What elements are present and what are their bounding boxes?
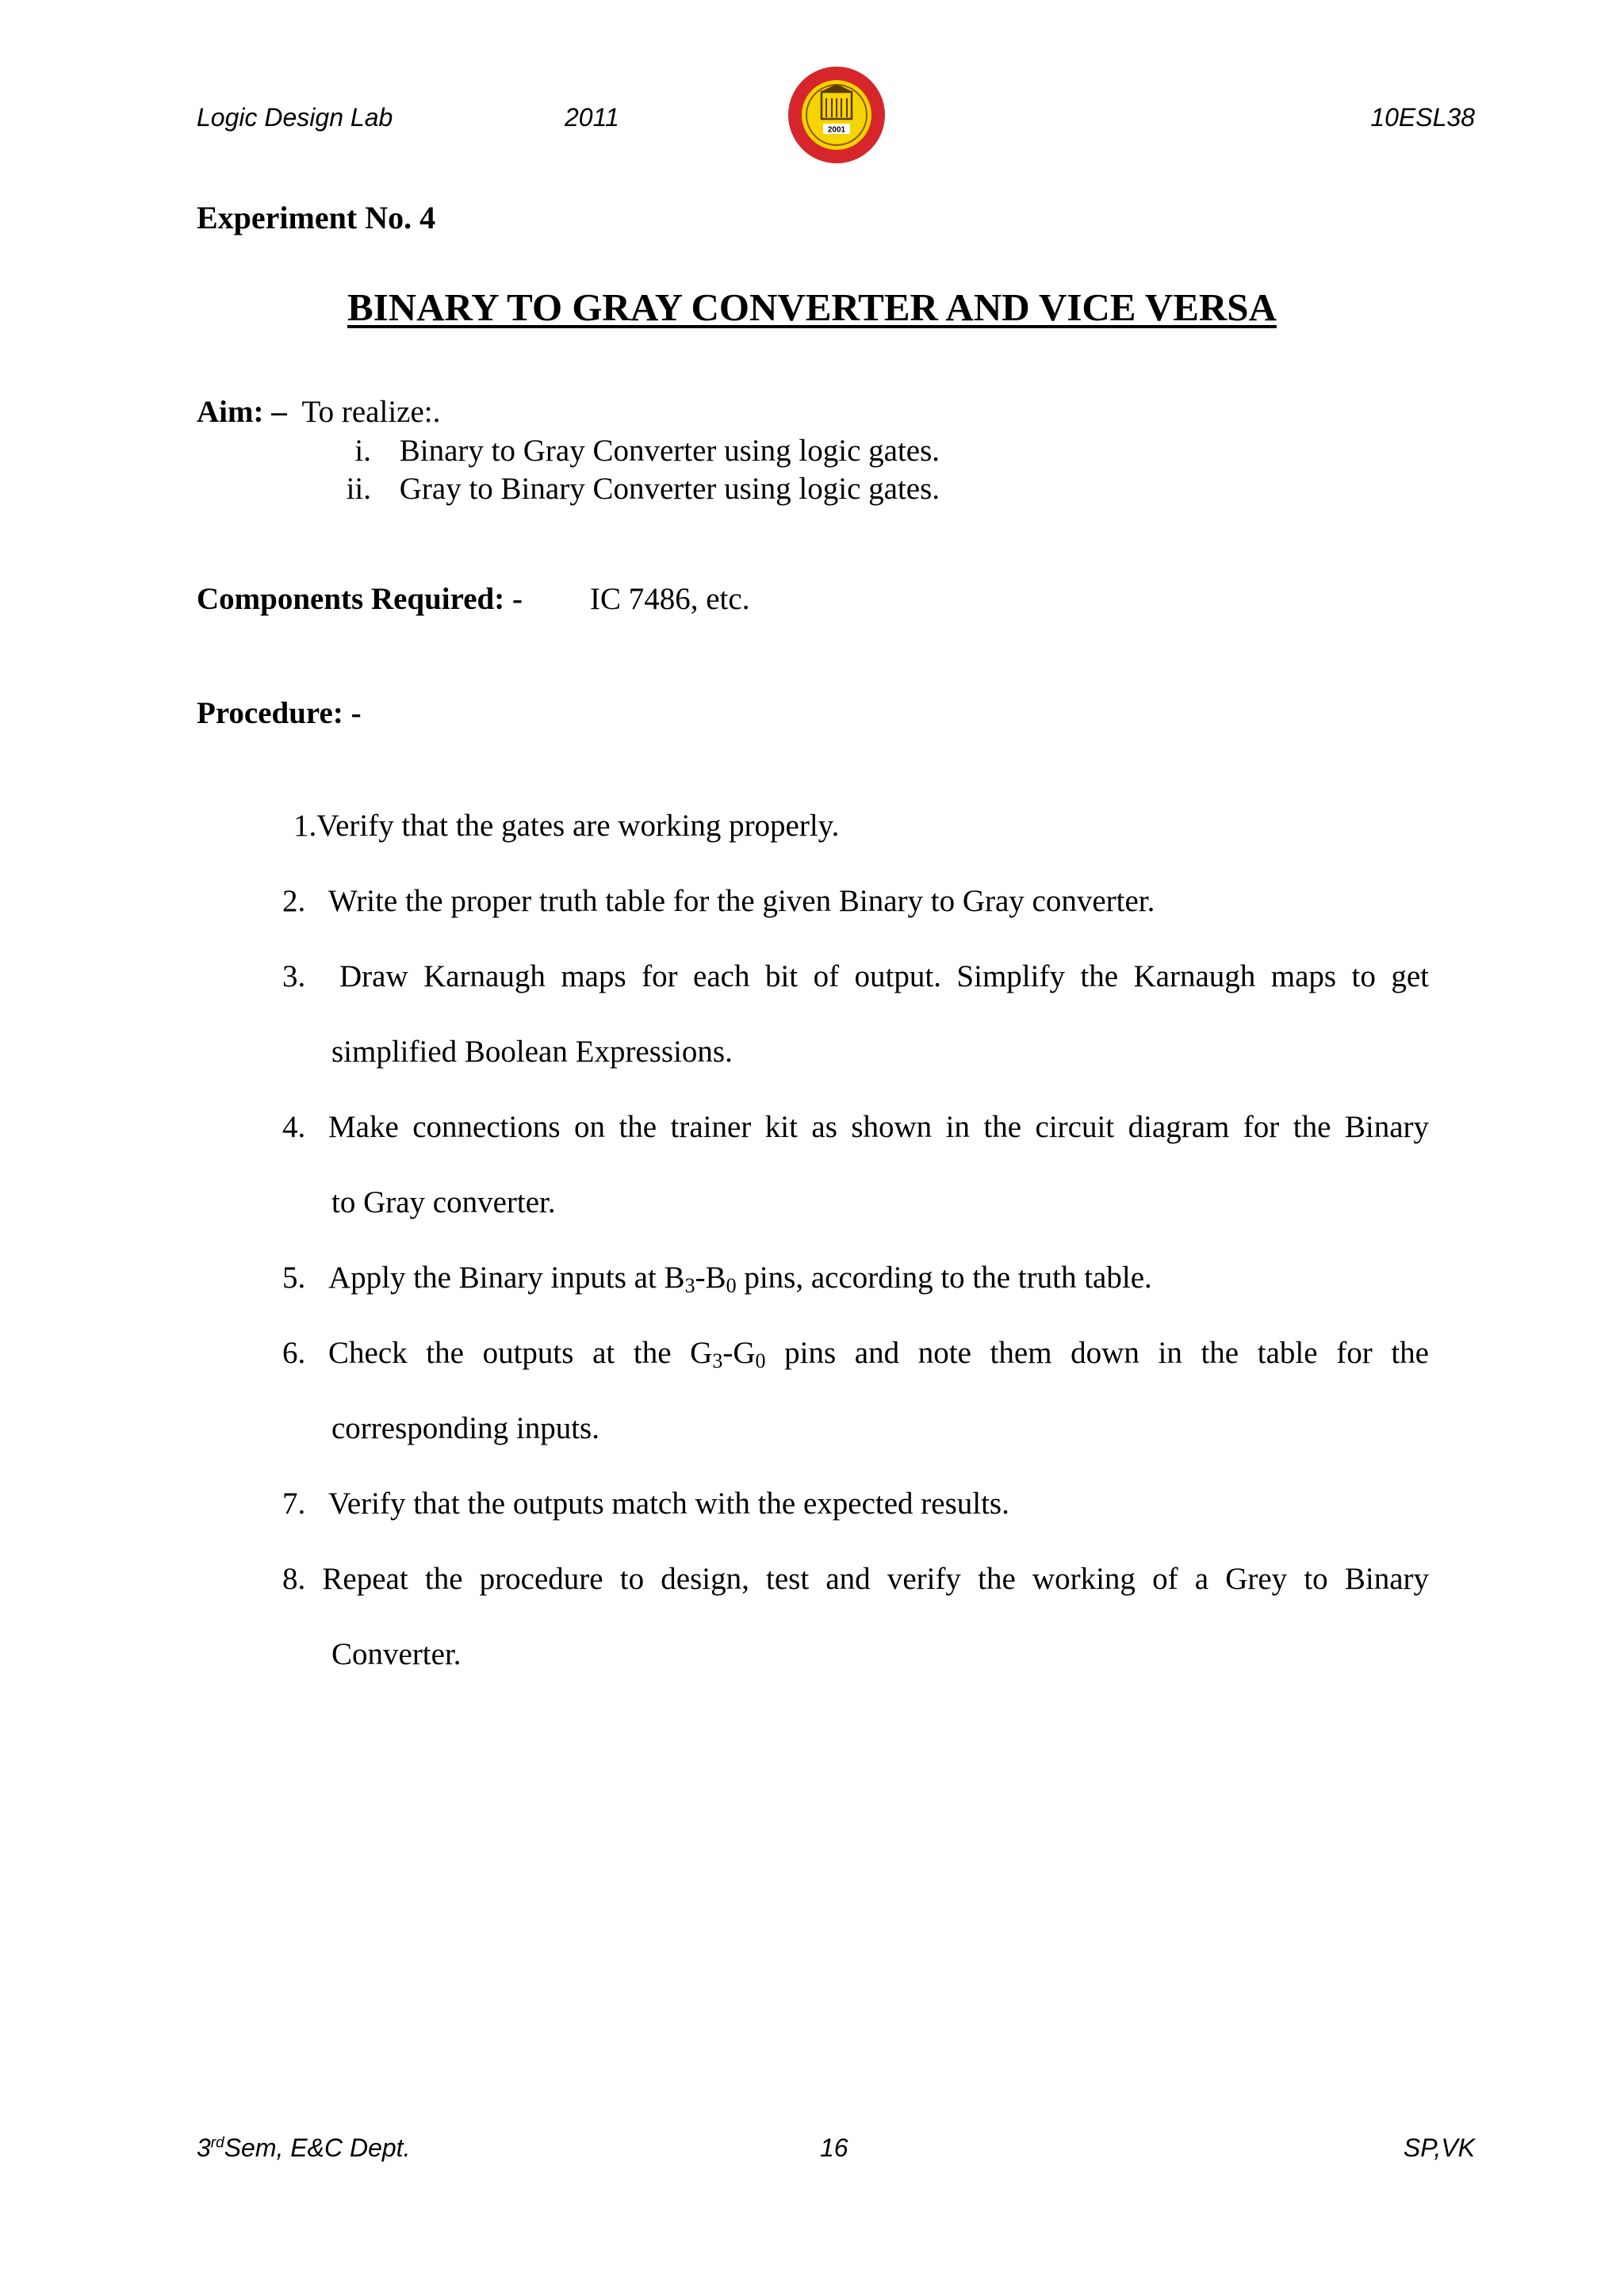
- subscript: 3: [684, 1274, 695, 1297]
- step-number: 8.: [282, 1562, 306, 1596]
- step-text: Write the proper truth table for the given Binary to Gray converter.: [328, 884, 1155, 918]
- step-text: Draw Karnaugh maps for each bit of output. Simplify the Karnaugh maps to get: [339, 959, 1429, 993]
- procedure-step-6-continued: corresponding inputs.: [331, 1411, 599, 1445]
- header-code: 10ESL38: [1370, 103, 1475, 132]
- footer-sem-suffix: rd: [210, 2134, 224, 2152]
- step-text: Verify that the outputs match with the expected results.: [328, 1487, 1009, 1521]
- procedure-step-8-continued: Converter.: [331, 1637, 462, 1671]
- step-text: -G: [722, 1336, 756, 1370]
- step-number: 1.: [293, 809, 317, 843]
- procedure-step-3: [282, 958, 1429, 996]
- header-year: 2011: [565, 103, 619, 132]
- subscript: 0: [726, 1274, 737, 1297]
- components-label: Components Required: -: [197, 582, 523, 616]
- procedure-step-8: [282, 1560, 1429, 1598]
- step-number: 3.: [282, 959, 306, 993]
- aim-label: Aim: –: [197, 395, 287, 429]
- footer-sem-number: 3: [197, 2133, 211, 2162]
- step-text: pins, according to the truth table.: [736, 1261, 1152, 1295]
- step-number: 5.: [282, 1261, 306, 1295]
- aim-item-number: ii.: [346, 472, 371, 506]
- footer-semester: [197, 2132, 410, 2164]
- subscript: 0: [755, 1349, 766, 1372]
- aim-row: [197, 393, 440, 431]
- step-number: 4.: [282, 1110, 306, 1144]
- footer-authors: SP,VK: [1403, 2133, 1475, 2162]
- footer-dept: Sem, E&C Dept.: [224, 2133, 411, 2162]
- aim-item: [343, 432, 940, 470]
- college-seal-logo: [787, 65, 887, 165]
- page-title: BINARY TO GRAY CONVERTER AND VICE VERSA: [347, 285, 1277, 329]
- header-lab-name: Logic Design Lab: [197, 103, 393, 132]
- aim-item: [343, 470, 940, 508]
- step-text: Make connections on the trainer kit as shown in the circuit diagram for the Binary: [328, 1110, 1429, 1144]
- aim-text: To realize:.: [301, 395, 441, 429]
- seal-year: 2001: [827, 125, 846, 135]
- step-number: 7.: [282, 1487, 306, 1521]
- step-text: pins and note them down in the table for the: [765, 1336, 1429, 1370]
- step-text: Repeat the procedure to design, test and verify the working of a Grey to Binary: [322, 1562, 1429, 1596]
- procedure-step-1: [293, 807, 839, 845]
- step-text: Check the outputs at the G: [328, 1336, 713, 1370]
- procedure-label: Procedure: -: [197, 696, 362, 730]
- step-text: -B: [695, 1261, 726, 1295]
- experiment-number: Experiment No. 4: [197, 200, 436, 235]
- step-text: Apply the Binary inputs at B: [328, 1261, 685, 1295]
- aim-item-text: Gray to Binary Converter using logic gates.: [399, 472, 940, 506]
- procedure-step-5: [282, 1259, 1429, 1297]
- procedure-step-4-continued: to Gray converter.: [331, 1185, 556, 1219]
- aim-item-number: i.: [354, 434, 371, 468]
- aim-item-text: Binary to Gray Converter using logic gates.: [399, 434, 940, 468]
- procedure-step-2: [282, 882, 1429, 920]
- page-number: 16: [820, 2133, 848, 2162]
- components-value: IC 7486, etc.: [590, 582, 750, 616]
- procedure-step-3-continued: simplified Boolean Expressions.: [331, 1035, 733, 1069]
- step-text: Verify that the gates are working properly.: [316, 809, 840, 843]
- step-number: 6.: [282, 1336, 306, 1370]
- subscript: 3: [712, 1349, 723, 1372]
- procedure-step-6: [282, 1334, 1429, 1372]
- procedure-step-7: [282, 1485, 1429, 1523]
- procedure-step-4: [282, 1108, 1429, 1146]
- step-number: 2.: [282, 884, 306, 918]
